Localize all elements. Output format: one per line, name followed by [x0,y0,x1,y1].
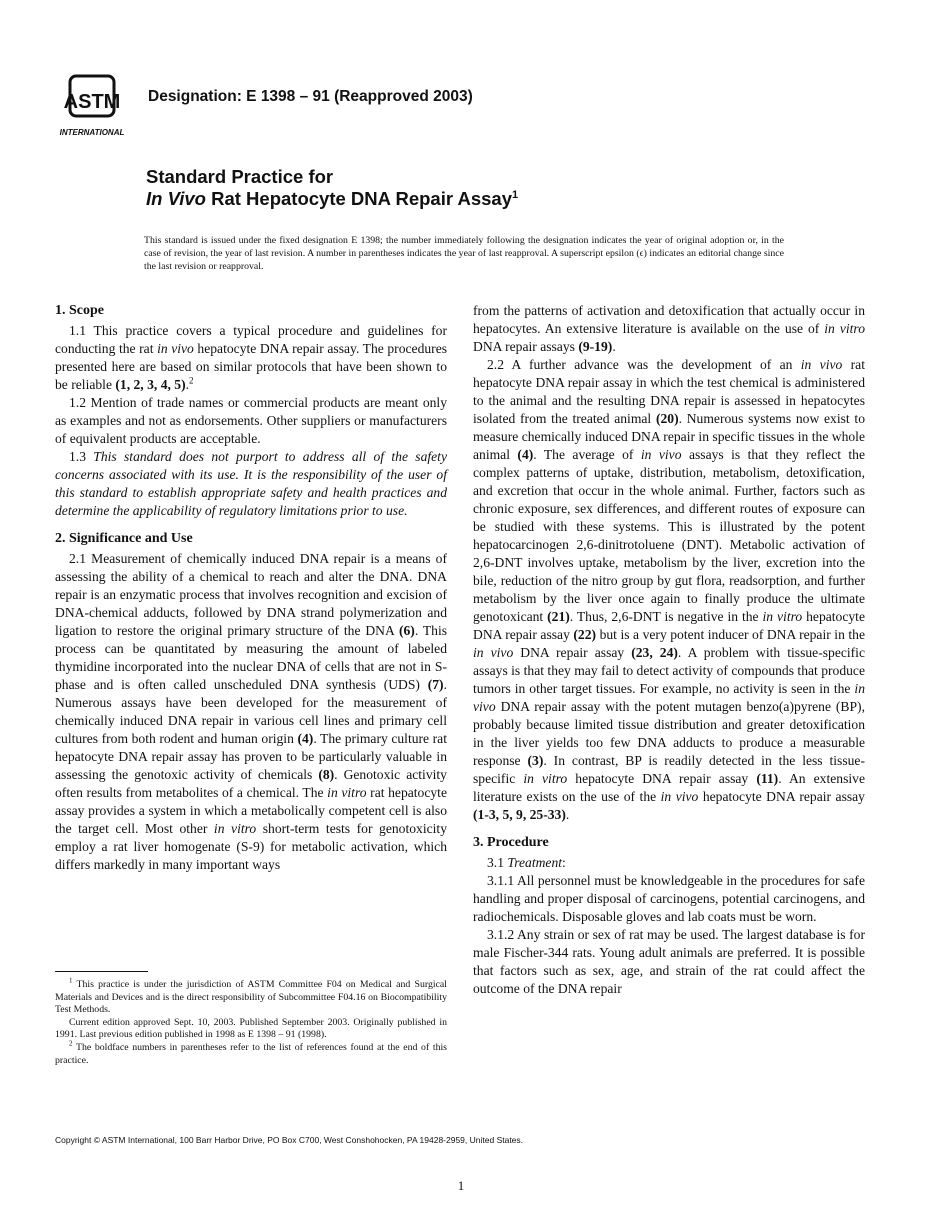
reference: (4) [297,731,314,746]
reference: (1-3, 5, 9, 25-33) [473,807,566,822]
section-heading-significance: 2. Significance and Use [55,531,193,546]
title-rest: Rat Hepatocyte DNA Repair Assay [205,188,513,209]
text: . A problem with tissue-specific assays is that they may fail to detect activity of compounds that produce tumors in other target tissues. For example, no activity is seen in the [473,645,865,696]
right-column [473,302,865,998]
paragraph-2-1-continued [473,302,865,356]
text: hepatocyte DNA repair assay [473,609,865,642]
italic-text: in vivo [800,357,843,372]
reference: (21) [547,609,570,624]
italic-text: in vivo [157,341,194,356]
standard-notice: This standard is issued under the fixed designation E 1398; the number immediately following the designation indicates the year of original adoption or, in the case of revision, the year of last revision. A number in parentheses indicates the year of last reapproval. A superscript epsilon (ϵ) indicates an editorial change since the last revision or reapproval. [144,235,784,272]
italic-text: in vivo [640,447,682,462]
text: . Numerous assays have been developed for the measurement of chemically induced DNA repair in various cell lines and primary cell cultures from both rodent and human origin [55,677,447,746]
text: The boldface numbers in parentheses refer to the list of references found at the end of this practice. [55,1041,447,1066]
text: short-term tests for genotoxicity employ a rat liver homogenate (S-9) for metabolic activation, which differs markedly in many important ways [55,821,447,872]
paragraph-3-1-1: 3.1.1 All personnel must be knowledgeable in the procedures for safe handling and proper disposal of carcinogens, potential carcinogens, and radiochemicals. Disposable gloves and lab coats must be worn. [473,873,865,924]
text: DNA repair assay [513,645,632,660]
reference: (4) [517,447,534,462]
title-line-2 [146,188,518,210]
footnotes [55,976,447,1067]
text: hepatocyte DNA repair assay. The procedures presented here are based on similar protocols that have been shown to be reliable [55,341,448,392]
text: 2.1 Measurement of chemically induced DNA repair is a means of assessing the ability of a chemical to reach and alter the DNA. DNA repair is an enzymatic process that involves recognition and excision of DNA-chemical adducts, followed by DNA strand polymerization and ligation to restore the original primary structure of the DNA [55,551,447,638]
paragraph-2-1 [55,550,447,874]
title-italic: In Vivo [146,188,206,209]
section-heading-scope: 1. Scope [55,303,104,318]
title-footnote-mark: 1 [512,188,519,201]
text: . [612,339,616,354]
footnote-1 [55,976,447,1017]
italic-text: Treatment [507,855,563,870]
text: DNA repair assays [473,339,579,354]
text: . [565,807,570,822]
text: . [185,377,190,392]
left-column [55,302,447,874]
reference: (11) [756,771,779,786]
reference: (6) [398,623,415,638]
text: : [562,855,566,870]
footnote-divider [55,971,148,972]
text: . An extensive literature exists on the use of the [473,771,865,804]
italic-text: in vivo [473,645,514,660]
text: 1.3 [69,449,94,464]
text: hepatocyte DNA repair assay [698,789,865,804]
reference: (22) [573,627,597,642]
text: 1.1 This practice covers a typical procedure and guidelines for conducting the rat [55,323,447,356]
italic-text: in vitro [824,321,865,336]
text: rat hepatocyte DNA repair assay in which the test chemical is administered to the animal and the resulting DNA repair is assessed in hepatocytes isolated from the treated animal [473,357,865,426]
italic-text: in vitro [327,785,367,800]
document-title [146,166,518,210]
logo-subtext: INTERNATIONAL [59,128,125,137]
reference: (1, 2, 3, 4, 5) [115,377,186,392]
footnote-mark: 1 [69,976,73,985]
italic-text: in vivo [660,789,699,804]
text: 3.1 [487,855,508,870]
reference: (3) [527,753,544,768]
footnote-mark: 2 [69,1039,73,1048]
reference: (8) [318,767,335,782]
logo-text: ASTM [63,91,121,113]
reference: (23, 24) [631,645,678,660]
italic-text: This standard does not purport to address all of the safety concerns associated with its use. It is the responsibility of the user of this standard to establish appropriate safety and health practices and determine the applicability of regulatory limitations prior to use. [55,449,447,518]
footnote-1-edition: Current edition approved Sept. 10, 2003. Published September 2003. Originally published in 1991. Last previous edition published in 1998 as E 1398 – 91 (1998). [55,1016,447,1041]
astm-logo-icon [58,74,136,140]
footnote-mark: 2 [189,375,194,386]
paragraph-1-3 [55,448,447,520]
text: . Numerous systems now exist to measure chemically induced DNA repair in specific tissues in the whole animal [473,411,866,462]
text: assays is that they reflect the complex patterns of uptake, distribution, metabolism, detoxification, and excretion that occur in the whole animal. Further, factors such as chronic exposure, sex differences, and different routes of exposure can be studied with these systems. This is illustrated by the potent hepatocarcinogen 2,6-dinitrotoluene (DNT). Metabolic activation of 2,6-DNT involves uptake, metabolism by the liver, excretion into the bile, reduction of the nitro group by gut flora, readsorption, and further metabolism by the liver once again to finally produce the ultimate genotoxicant [473,447,866,624]
text: but is a very potent inducer of DNA repair in the [596,627,865,642]
italic-text: in vitro [762,609,803,624]
paragraph-2-2 [473,356,865,824]
italic-text: in vivo [473,681,865,714]
text: DNA repair assay with the potent mutagen benzo(a)pyrene (BP), probably because limited tissue distribution and greater detoxification in the liver yields too few DNA adducts to produce a measurable response [473,699,865,768]
copyright-line: Copyright © ASTM International, 100 Barr Harbor Drive, PO Box C700, West Conshohocken, PA 19428-2959, United States. [55,1135,524,1145]
paragraph-1-1 [55,322,447,394]
text: . In contrast, BP is readily detected in the less tissue-specific [473,753,865,786]
text: . This process can be quantitated by measuring the amount of labeled thymidine incorporated into the nuclear DNA of cells that are not in S-phase and is often called unscheduled DNA synthesis (UDS) [55,623,448,692]
section-heading-procedure: 3. Procedure [473,835,549,850]
reference: (7) [427,677,444,692]
paragraph-3-1 [473,854,865,872]
reference: (9-19) [578,339,613,354]
title-line-1: Standard Practice for [146,166,334,187]
text: from the patterns of activation and detoxification that actually occur in hepatocytes. An extensive literature is available on the use of [473,303,865,336]
text: This practice is under the jurisdiction of ASTM Committee F04 on Medical and Surgical Materials and Devices and is the direct responsibility of Subcommittee F04.16 on Biocompatibility Test Methods. [55,979,447,1016]
text: rat hepatocyte assay provides a system in which a metabolically competent cell is also the target cell. Most other [55,785,447,836]
reference: (20) [655,411,679,426]
text: . The average of [533,447,641,462]
designation: Designation: E 1398 – 91 (Reapproved 2003) [148,88,473,105]
text: hepatocyte DNA repair assay [567,771,757,786]
text: . Thus, 2,6-DNT is negative in the [569,609,763,624]
italic-text: in vitro [523,771,568,786]
page-number: 1 [457,1178,465,1193]
paragraph-3-1-2: 3.1.2 Any strain or sex of rat may be used. The largest database is for male Fischer-344 rats. Young adult animals are preferred. It is possible that factors such as sex, age, and strain of the rat could affect the outcome of the DNA repair [473,927,865,996]
paragraph-1-2: 1.2 Mention of trade names or commercial products are meant only as examples and not as endorsements. Other suppliers or manufacturers of equivalent products are acceptable. [55,395,447,446]
text: 2.2 A further advance was the development of an [487,357,801,372]
italic-text: in vitro [213,821,257,836]
text: . Genotoxic activity often results from metabolites of a chemical. The [55,767,447,800]
text: . The primary culture rat hepatocyte DNA repair assay has proven to be particularly valuable in assessing the genotoxic activity of chemicals [55,731,447,782]
footnote-2 [55,1039,447,1067]
